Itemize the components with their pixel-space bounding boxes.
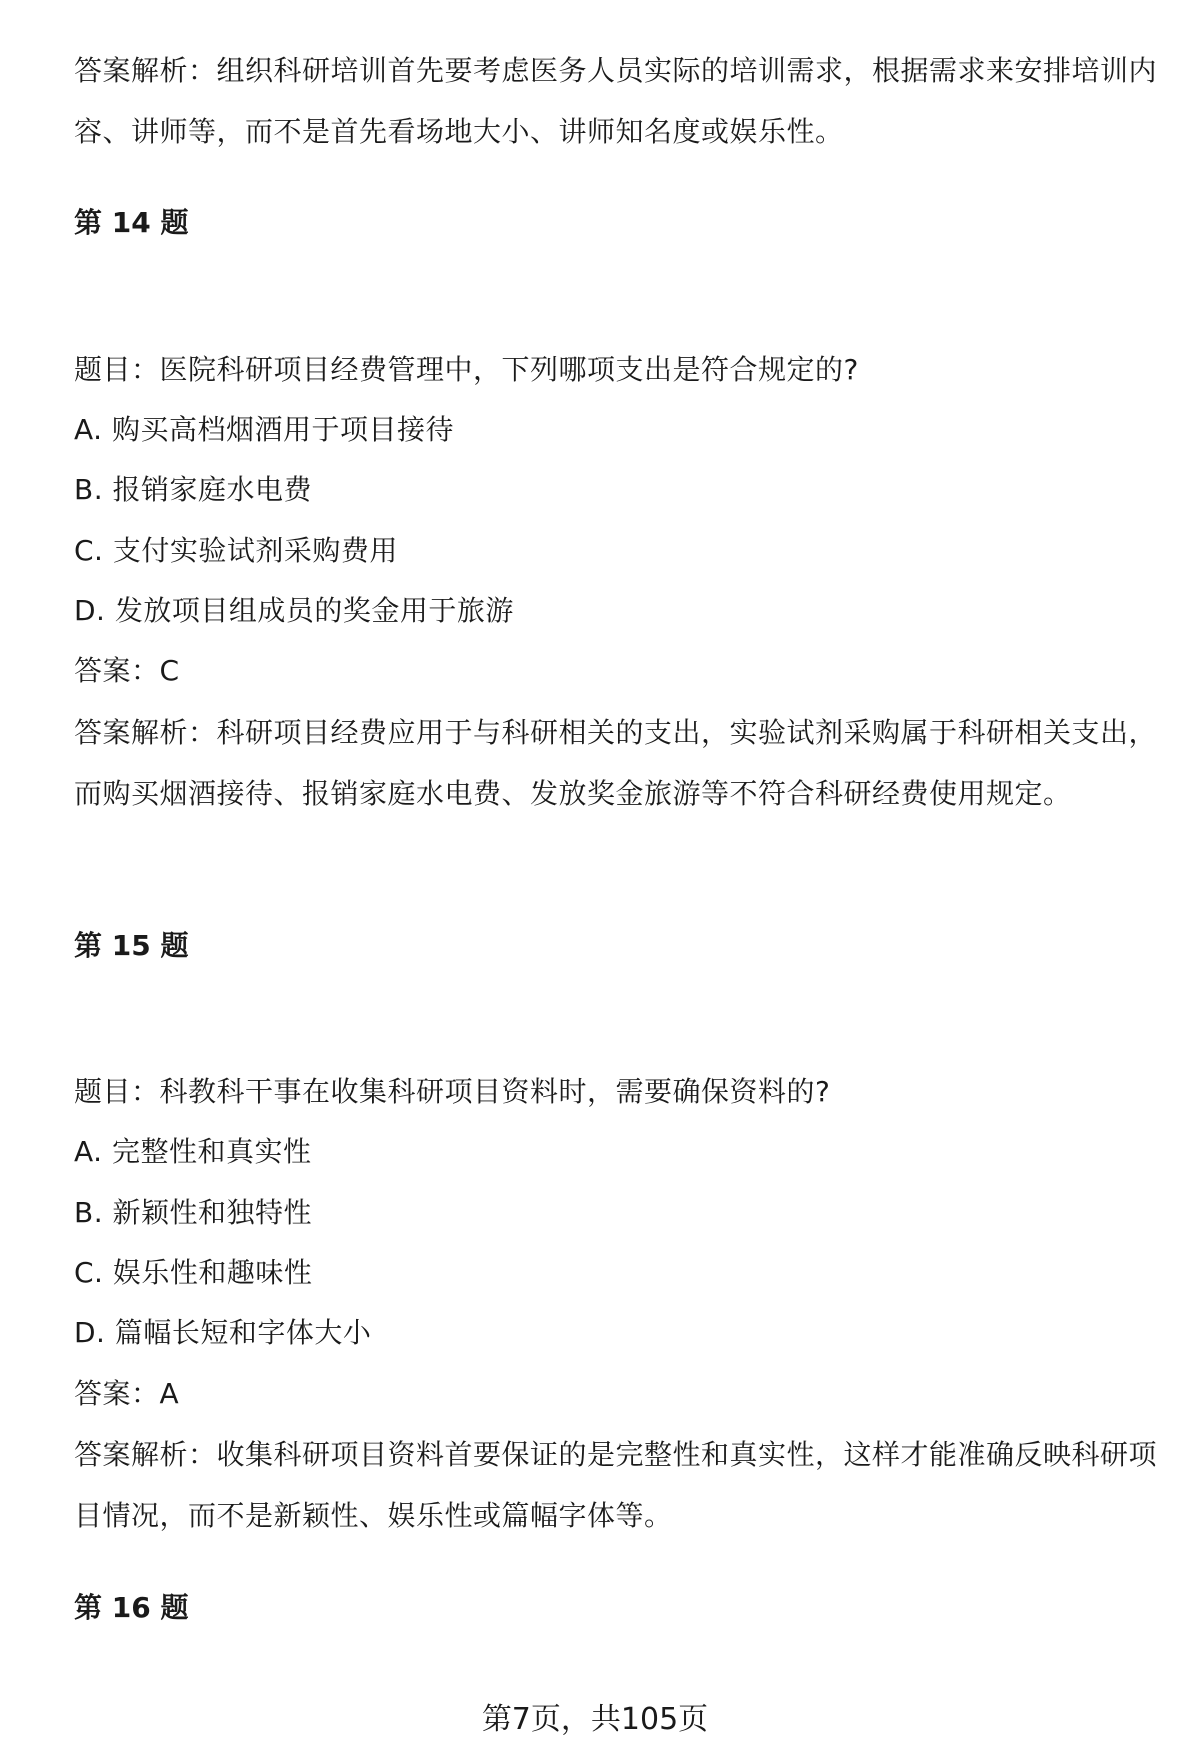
page-number-footer: 第7页，共105页 xyxy=(481,1702,709,1737)
question-15-explanation: 答案解析：收集科研项目资料首要保证的是完整性和真实性，这样才能准确反映科研项目情况，而不是新颖性、娱乐性或篇幅字体等。 xyxy=(74,1438,1158,1532)
question-14-option-a: A. 购买高档烟酒用于项目接待 xyxy=(74,413,454,446)
question-14-heading: 第 14 题 xyxy=(74,206,189,239)
question-15-option-c: C. 娱乐性和趣味性 xyxy=(74,1256,313,1289)
question-15-option-d: D. 篇幅长短和字体大小 xyxy=(74,1316,372,1349)
question-14-option-b: B. 报销家庭水电费 xyxy=(74,473,313,506)
question-15-option-a: A. 完整性和真实性 xyxy=(74,1135,312,1168)
question-14-answer: 答案：C xyxy=(74,654,180,687)
question-14-option-d: D. 发放项目组成员的奖金用于旅游 xyxy=(74,594,514,627)
question-15-text: 题目：科教科干事在收集科研项目资料时，需要确保资料的? xyxy=(74,1075,831,1108)
question-15-heading: 第 15 题 xyxy=(74,929,189,962)
question-14-explanation: 答案解析：科研项目经费应用于与科研相关的支出，实验试剂采购属于科研相关支出，而购买烟酒接待、报销家庭水电费、发放奖金旅游等不符合科研经费使用规定。 xyxy=(74,716,1158,810)
question-14-option-c: C. 支付实验试剂采购费用 xyxy=(74,534,398,567)
question-14-text: 题目：医院科研项目经费管理中，下列哪项支出是符合规定的? xyxy=(74,353,859,386)
question-16-heading: 第 16 题 xyxy=(74,1591,189,1624)
question-15-answer: 答案：A xyxy=(74,1377,180,1410)
previous-answer-explanation: 答案解析：组织科研培训首先要考虑医务人员实际的培训需求，根据需求来安排培训内容、讲师等，而不是首先看场地大小、讲师知名度或娱乐性。 xyxy=(74,54,1158,148)
question-15-option-b: B. 新颖性和独特性 xyxy=(74,1196,313,1229)
